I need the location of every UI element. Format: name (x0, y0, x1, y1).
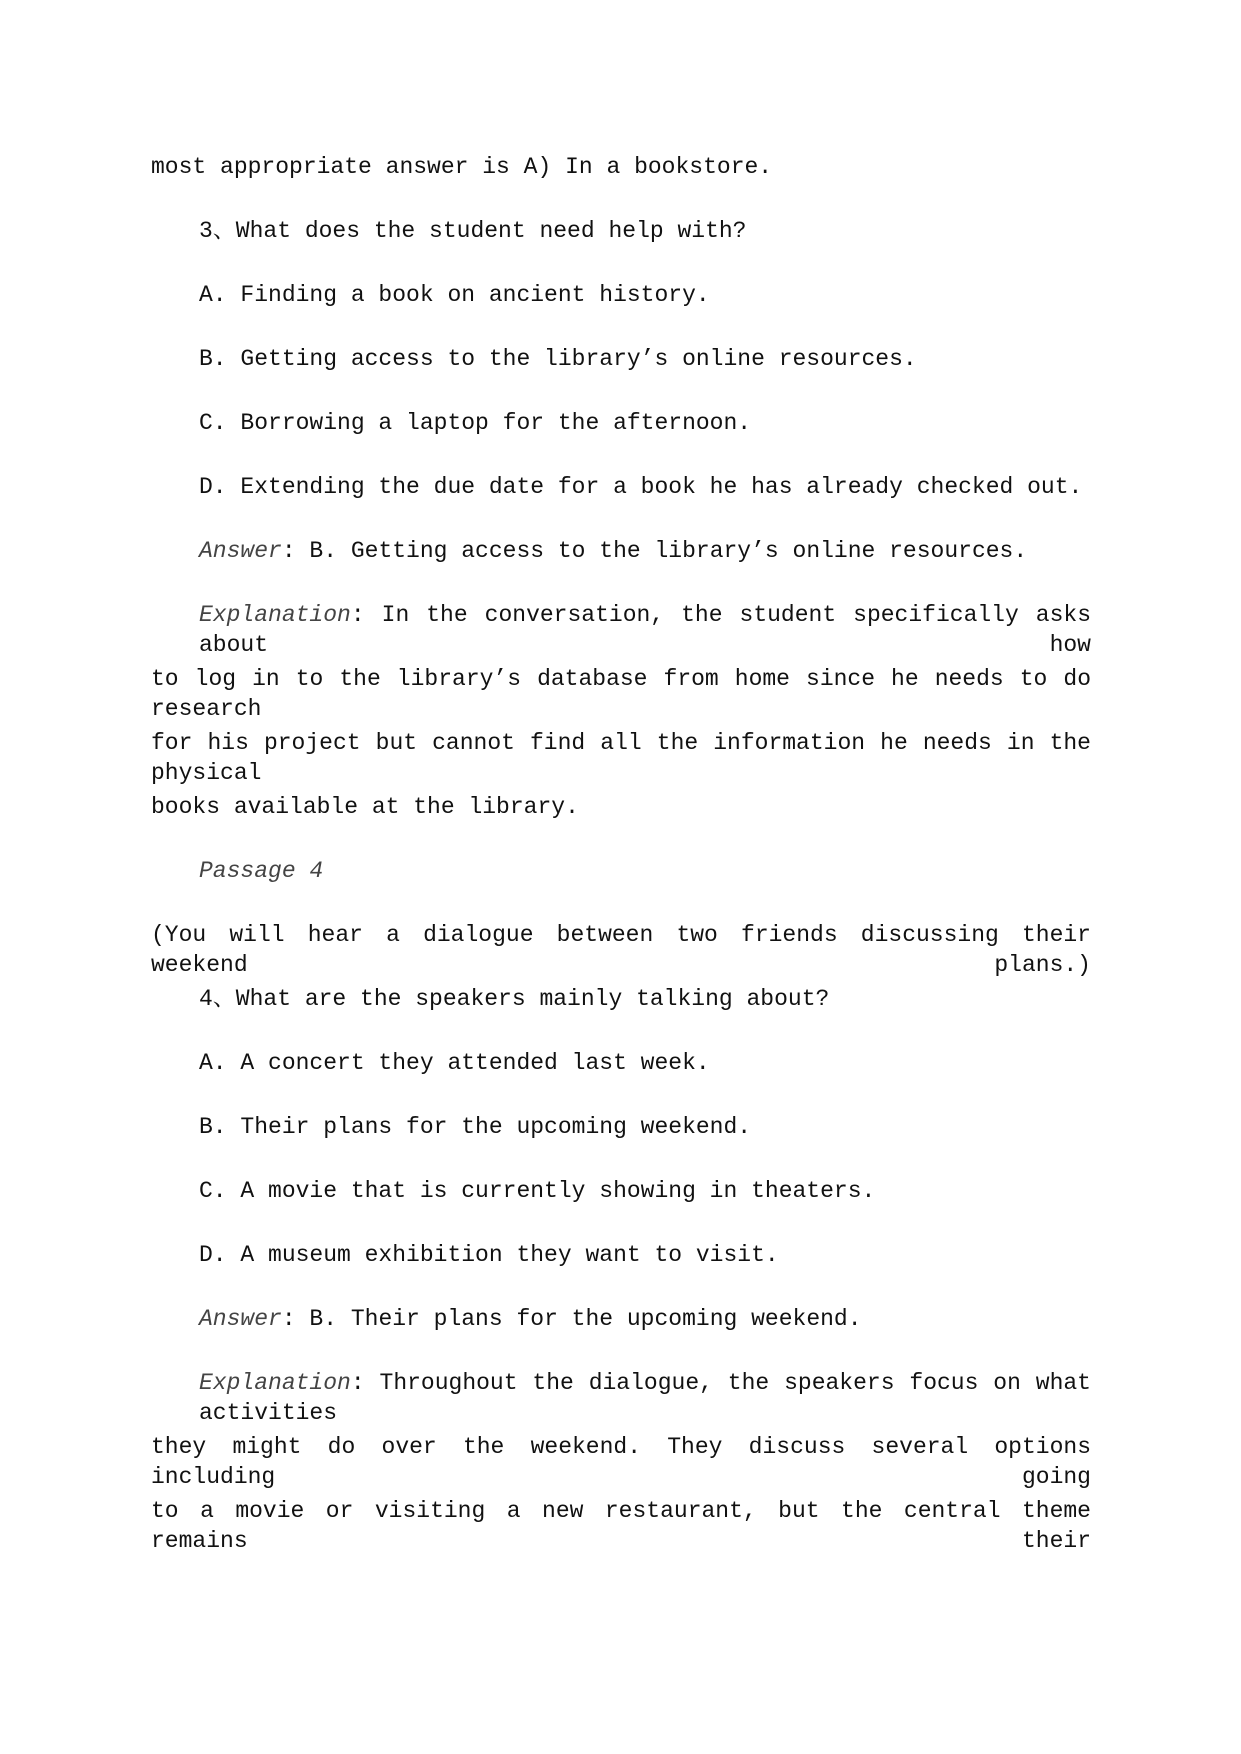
q3-option-a: A. Finding a book on ancient history. (199, 282, 710, 308)
q3-explanation-line-3: for his project but cannot find all the information he needs in the physical (151, 730, 1091, 786)
q4-explanation-line-3: to a movie or visiting a new restaurant, but the central theme remains their (151, 1498, 1091, 1554)
answer-label: Answer (199, 1306, 282, 1332)
q4-answer (199, 1304, 1091, 1334)
question-4: 4、What are the speakers mainly talking about? (199, 986, 830, 1012)
answer-text: : B. Getting access to the library’s online resources. (281, 538, 1028, 564)
continued-text-line: most appropriate answer is A) In a bookstore. (151, 154, 773, 180)
q3-explanation-line-1 (199, 600, 1091, 660)
q4-option-b: B. Their plans for the upcoming weekend. (199, 1114, 752, 1140)
question-3: 3、What does the student need help with? (199, 218, 747, 244)
q3-explanation-line-2: to log in to the library’s database from home since he needs to do research (151, 666, 1091, 722)
answer-label: Answer (199, 538, 282, 564)
explanation-label: Explanation (199, 602, 351, 628)
explanation-text: : In the conversation, the student specifically asks about how (199, 602, 1091, 658)
explanation-text: : Throughout the dialogue, the speakers focus on what activities (199, 1370, 1091, 1426)
q3-option-b: B. Getting access to the library’s online resources. (199, 346, 917, 372)
q3-answer (199, 536, 1091, 566)
q3-option-c: C. Borrowing a laptop for the afternoon. (199, 410, 752, 436)
passage-intro: (You will hear a dialogue between two friends discussing their weekend plans.) (151, 922, 1091, 978)
answer-text: : B. Their plans for the upcoming weekend. (281, 1306, 862, 1332)
q4-option-a: A. A concert they attended last week. (199, 1050, 710, 1076)
q3-option-d: D. Extending the due date for a book he has already checked out. (199, 474, 1083, 500)
q4-option-d: D. A museum exhibition they want to visit. (199, 1242, 779, 1268)
explanation-label: Explanation (199, 1370, 351, 1396)
q4-explanation-line-1 (199, 1368, 1091, 1428)
passage-heading: Passage 4 (199, 858, 324, 884)
q4-explanation-line-2: they might do over the weekend. They discuss several options including going (151, 1434, 1091, 1490)
q3-explanation-line-4: books available at the library. (151, 794, 579, 820)
q4-option-c: C. A movie that is currently showing in theaters. (199, 1178, 876, 1204)
